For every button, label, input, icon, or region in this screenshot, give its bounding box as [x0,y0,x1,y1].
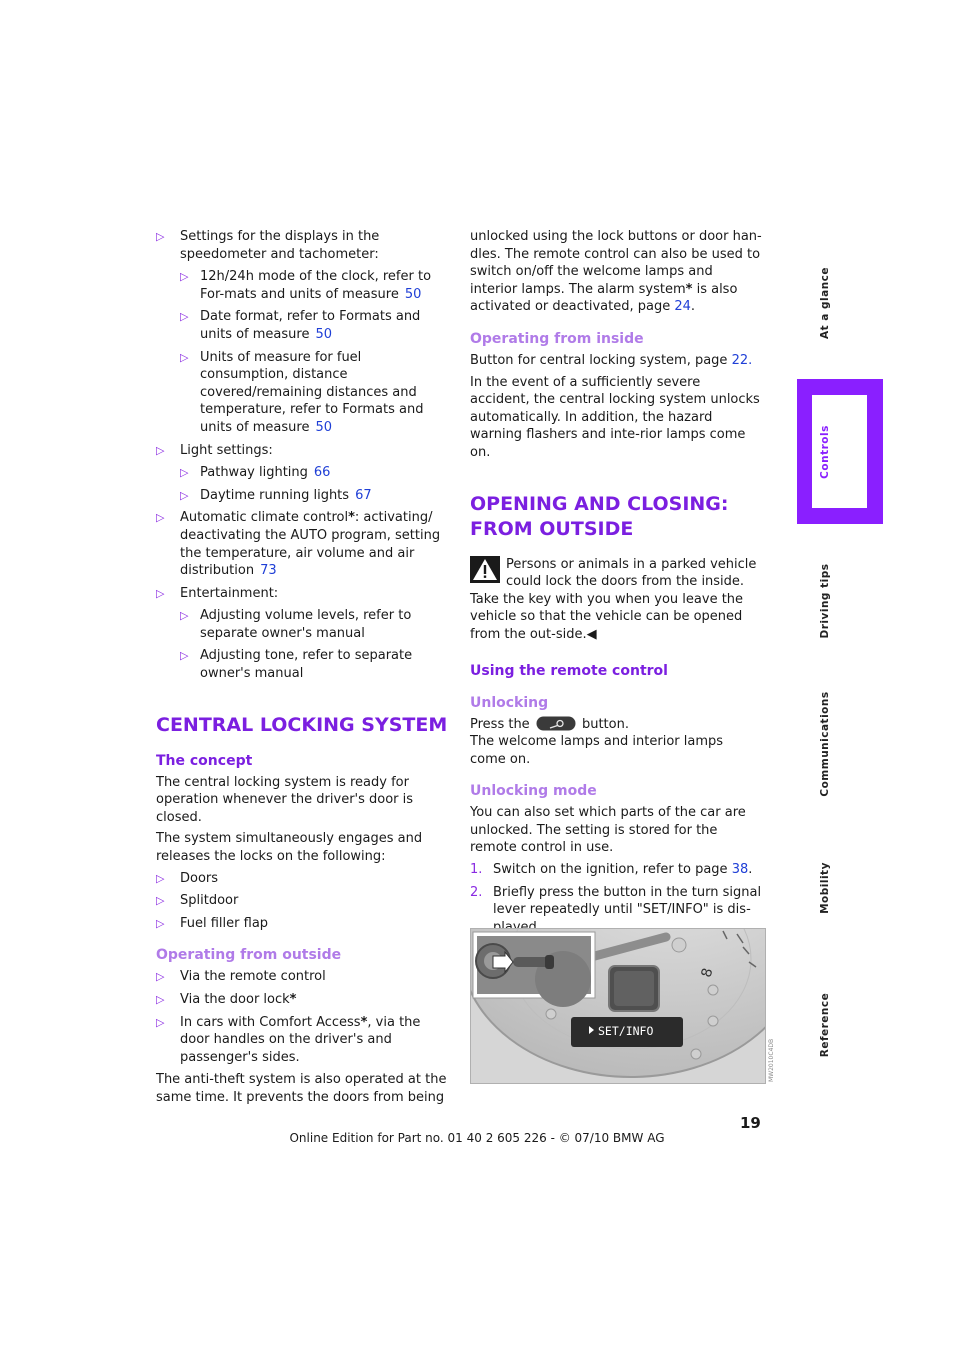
page-link[interactable]: 24 [674,299,691,315]
heading-unlocking: Unlocking [470,694,549,711]
bullet-marker: ▷ [180,488,189,502]
daytime-lights-item: Daytime running lights [200,487,350,503]
step-number: 2. [470,884,483,900]
dial-number: 8 [698,966,717,980]
bullet-marker: ▷ [180,310,189,324]
climate-control-item: Automatic climate control [180,510,349,526]
bullet-marker: ▷ [156,993,165,1006]
tone-item: Adjusting tone, refer to separate owner's manual [200,648,413,682]
period: . [748,862,753,878]
concept-paragraph: The system simultaneously engages and releases the locks on the following: [156,831,423,865]
page-link[interactable]: 66 [313,465,331,481]
tab-controls[interactable] [797,379,883,524]
warning-triangle-icon [470,556,500,583]
light-settings-item: Light settings: [180,442,273,458]
inside-button-text: Button for central locking system, page [470,352,728,368]
page-link[interactable]: 50 [315,326,332,342]
lock-item-splitdoor: Splitdoor [180,893,239,909]
bullet-marker: ▷ [156,1015,165,1029]
option-star: * [685,281,693,297]
outside-remote-item: Via the remote control [180,969,326,985]
outside-comfort-access-item: In cars with Comfort Access [180,1014,361,1030]
warning-block [470,556,762,644]
entertainment-item: Entertainment: [180,585,279,601]
climate-control-text: : activating/ deactivating the AUTO program, setting the temperature, air volume and air distribution [180,510,441,579]
tab-reference[interactable] [797,960,883,1090]
heading-operating-outside: Operating from outside [156,947,342,964]
press-paragraph [470,716,762,734]
inside-paragraph [470,352,762,370]
bullet-marker: ▷ [156,586,165,600]
tab-label: Controls [819,424,832,479]
continued-text-end: is also activated or deactivated, page [470,281,738,315]
list-item [156,607,448,642]
lock-item-fuel-flap: Fuel filler flap [180,915,269,931]
outside-door-lock-item: Via the door lock [180,992,290,1007]
comfort-access-text: , via the door handles on the driver's and passenger's sides. [180,1014,421,1065]
welcome-lamps-text: The welcome lamps and interior lamps come on. [470,734,724,767]
page-link[interactable]: 38 [731,862,749,878]
tab-communications[interactable] [797,666,883,822]
list-item [156,968,448,986]
bullet-marker: ▷ [156,970,165,984]
bullet-marker: ▷ [156,230,165,243]
lock-item-doors: Doors [180,870,219,886]
bullet-marker: ▷ [156,511,165,525]
list-item [156,647,448,682]
figure-code [764,1030,778,1085]
pathway-lighting-item: Pathway lighting [200,465,308,481]
page-number: 19 [740,1114,761,1132]
option-star: * [360,1014,368,1030]
step-number: 1. [470,862,483,878]
bullet-marker: ▷ [156,916,165,930]
list-item [156,268,448,303]
page-link[interactable]: 22. [731,352,753,368]
bullet-marker: ▷ [156,894,165,908]
date-format-item: Date format, refer to Formats and units of measure [200,309,421,342]
heading-concept: The concept [156,752,253,769]
heading-operating-inside: Operating from inside [470,330,644,347]
list-item [156,349,448,437]
accident-paragraph: In the event of a sufficiently severe accident, the central locking system unlocks automatically. In addition, the hazard warning flashers and inte-rior lamps come on. [470,374,760,460]
antitheft-paragraph: The anti-theft system is also operated at the same time. It prevents the doors from being [156,1072,447,1105]
figure-code-text: MW2010C4DB [768,1038,775,1082]
bullet-marker: ▷ [156,871,165,885]
continued-text: unlocked using the lock buttons or door han-dles. The remote control can also be used to switch on/off the welcome lamps and interior lamps. The alarm system [470,229,762,297]
tab-driving-tips[interactable] [797,528,883,673]
list-item [156,585,448,603]
bullet-marker: ▷ [180,649,189,663]
continued-paragraph [470,228,762,316]
list-item [156,870,448,888]
display-settings-item: Settings for the displays in the speedometer and tachometer: [180,229,380,262]
list-item [156,509,448,579]
list-item [156,464,448,482]
tab-label: Driving tips [819,563,832,638]
section-title-central-locking: CENTRAL LOCKING SYSTEM [156,713,448,736]
list-item [156,915,448,933]
warning-text: Persons or animals in a parked vehicle could lock the doors from the inside. Take the key with you when you leave the vehicle so that the vehicle can be opened from the out-side. [470,556,757,642]
list-item [156,442,448,460]
bullet-marker: ▷ [180,466,189,480]
tab-at-a-glance[interactable] [797,230,883,375]
mode-paragraph: You can also set which parts of the car are unlocked. The setting is stored for the remote control in use. [470,805,746,856]
step-text: Briefly press the button in the turn signal lever repeatedly until "SET/INFO" is dis- [493,884,762,918]
footer-text: Online Edition for Part no. 01 40 2 605 226 - © 07/10 BMW AG [289,1131,665,1145]
list-item [156,991,448,1009]
page-link[interactable]: 50 [404,286,422,302]
step-text: Switch on the ignition, refer to page [493,862,728,878]
bullet-marker: ▷ [180,609,189,623]
press-text: Press the [470,716,530,732]
volume-item: Adjusting volume levels, refer to separate owner's manual [200,608,412,641]
list-item [156,1014,448,1067]
option-star: * [289,992,297,1007]
option-star: * [348,510,355,526]
bullet-marker: ▷ [180,350,189,364]
heading-unlocking-mode: Unlocking mode [470,783,597,800]
list-item [156,892,448,910]
tab-label: Communications [819,691,832,797]
tab-label: Mobility [819,861,832,914]
clock-mode-item: 12h/24h mode of the clock, refer to For-mats and units of measure [200,269,432,302]
heading-remote-control: Using the remote control [470,662,668,679]
page-link[interactable]: 67 [355,487,372,503]
concept-paragraph: The central locking system is ready for operation whenever the driver's door is closed. [156,774,414,825]
tab-label: Reference [819,992,832,1058]
tab-label: At a glance [819,266,832,339]
page-link[interactable]: 50 [315,419,332,435]
bullet-marker: ▷ [180,270,189,284]
instrument-cluster-illustration [471,929,765,1083]
page-link[interactable]: 73 [260,563,277,579]
right-column [470,228,762,941]
remote-unlock-button-icon [536,716,576,731]
left-column [156,228,448,1111]
list-item [470,861,762,879]
button-text: button. [581,716,629,732]
period: . [690,299,696,315]
instrument-cluster-figure [470,928,766,1084]
end-mark: ◀ [586,626,597,642]
list-item [156,308,448,343]
list-item [156,228,448,263]
bullet-marker: ▷ [156,443,165,457]
list-item [156,487,448,505]
chapter-tabs [797,230,883,1090]
units-item: Units of measure for fuel consumption, distance covered/remaining distances and temperature, refer to Formats and units of measure [200,349,424,435]
display-readout: SET/INFO [598,1024,654,1038]
tab-mobility[interactable] [797,820,883,955]
section-title-opening-closing: OPENING AND CLOSING: FROM OUTSIDE [470,492,729,540]
